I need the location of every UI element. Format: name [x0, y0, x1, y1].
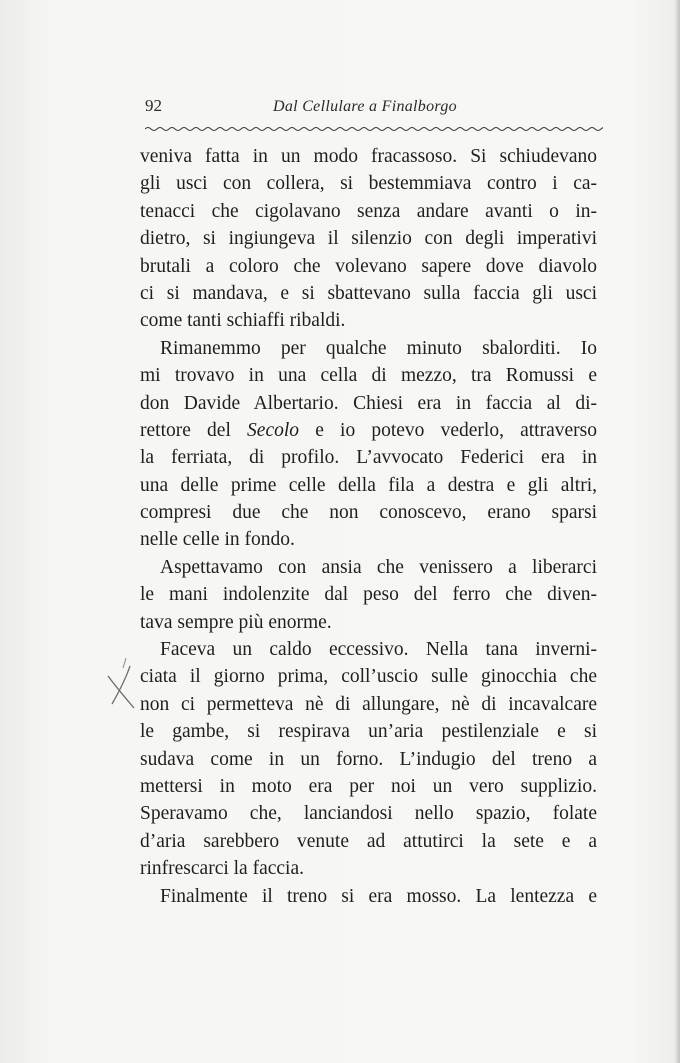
newspaper-title: Secolo	[247, 419, 300, 441]
text-line: le mani indolenzite dal peso del ferro che diven-	[140, 584, 597, 606]
text-line: ciata il giorno prima, coll’uscio sulle ginocchia che	[140, 666, 597, 688]
body-text	[140, 143, 597, 910]
text-line: Aspettavamo con ansia che venissero a liberarci	[160, 556, 597, 578]
text-line: don Davide Albertario. Chiesi era in faccia al di-	[140, 392, 597, 414]
text-line: una delle prime celle della fila a destra e gli altri,	[140, 474, 597, 496]
text-line: nelle celle in fondo.	[140, 529, 295, 551]
text-line: ci si mandava, e si sbattevano sulla faccia gli usci	[140, 282, 597, 304]
page-header	[145, 94, 600, 118]
text-line: rinfrescarci la faccia.	[140, 858, 304, 880]
text-line: veniva fatta in un modo fracassoso. Si schiudevano	[140, 146, 597, 167]
text-line: tava sempre più enorme.	[140, 611, 332, 633]
page-edge-shadow	[674, 0, 680, 1063]
text-line: Speravamo che, lanciandosi nello spazio, folate	[140, 803, 597, 825]
text-line: compresi due che non conoscevo, erano sparsi	[140, 502, 597, 524]
text-line: Faceva un caldo eccessivo. Nella tana inverni-	[160, 639, 597, 661]
text-line: brutali a coloro che volevano sapere dove diavolo	[140, 255, 597, 277]
running-title: Dal Cellulare a Finalborgo	[273, 98, 457, 115]
wavy-header-rule	[145, 124, 603, 134]
text-line: come tanti schiaffi ribaldi.	[140, 310, 346, 332]
text-line: dietro, si ingiungeva il silenzio con degli imperativi	[140, 228, 597, 250]
text-line: le gambe, si respirava un’aria pestilenziale e si	[140, 721, 597, 743]
text-line: Finalmente il treno si era mosso. La lentezza e	[160, 885, 597, 907]
text-line: Rimanemmo per qualche minuto sbalorditi. Io	[160, 337, 597, 359]
text-line: tenacci che cigolavano senza andare avanti o in-	[140, 200, 597, 222]
text-line: mi trovavo in una cella di mezzo, tra Romussi e	[140, 365, 597, 387]
page-number: 92	[145, 96, 162, 115]
text-line: mettersi in moto era per noi un vero supplizio.	[140, 775, 597, 797]
text-line-italic-title: rettore del Secolo e io potevo vederlo, attraverso	[140, 419, 597, 441]
text-line: gli usci con collera, si bestemmiava contro i ca-	[140, 173, 597, 195]
text-line: d’aria sarebbero venute ad attutirci la sete e a	[140, 830, 597, 852]
text-line: la ferriata, di profilo. L’avvocato Federici era in	[140, 447, 597, 469]
text-line: sudava come in un forno. L’indugio del treno a	[140, 748, 597, 770]
text-line: non ci permetteva nè di allungare, nè di incavalcare	[140, 693, 597, 715]
